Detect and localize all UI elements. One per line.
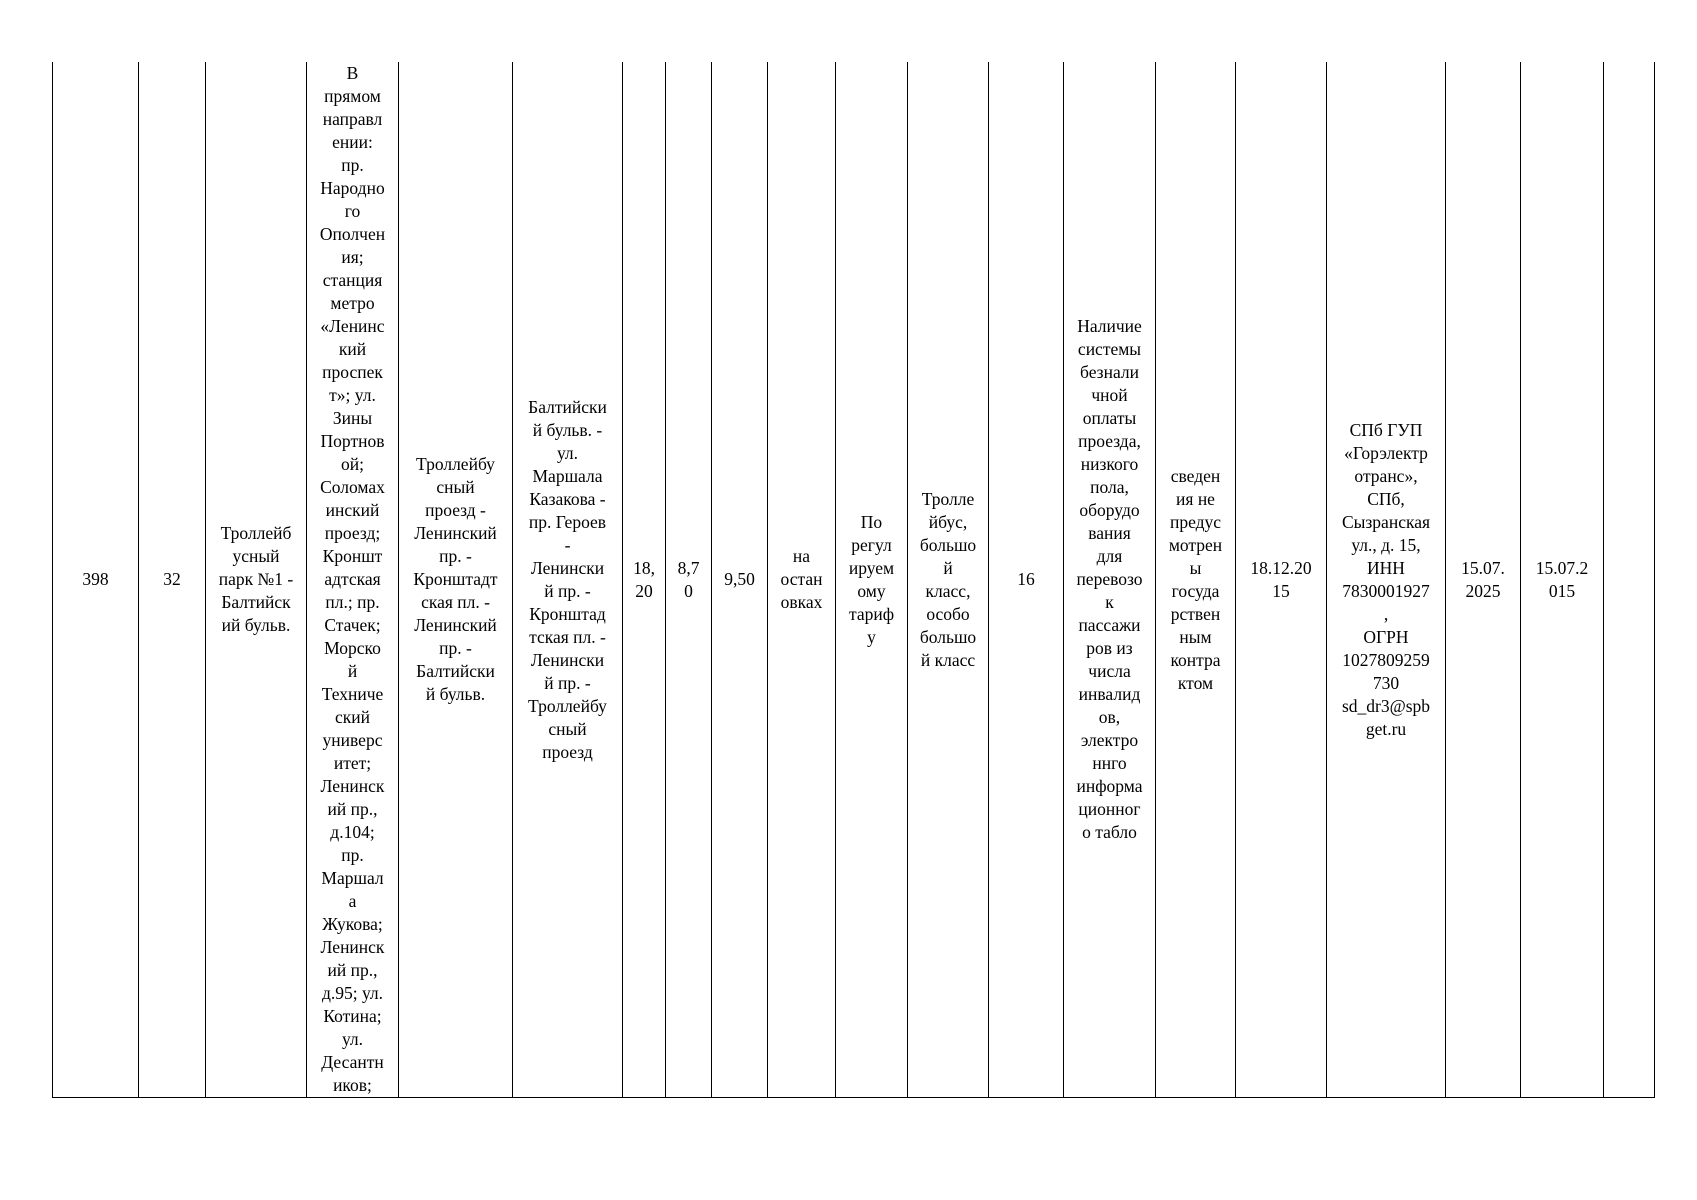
cell-date-changed: 15.07. 2025 bbox=[1446, 62, 1521, 1098]
cell-registry-number: 398 bbox=[53, 62, 139, 1098]
cell-start-date: 18.12.20 15 bbox=[1236, 62, 1327, 1098]
cell-length-forward: 18, 20 bbox=[623, 62, 666, 1098]
cell-streets-forward: Троллейбу сный проезд - Ленинский пр. - Кронштадт ская пл. - Ленинский пр. - Балтийски й бульв. bbox=[399, 62, 513, 1098]
cell-length-backward: 8,7 0 bbox=[666, 62, 712, 1098]
cell-vehicle-count: 16 bbox=[989, 62, 1064, 1098]
cell-extra bbox=[1604, 62, 1655, 1098]
cell-stop-order: на остан овках bbox=[768, 62, 836, 1098]
cell-route-number: 32 bbox=[139, 62, 206, 1098]
cell-date-original: 15.07.2 015 bbox=[1521, 62, 1604, 1098]
table-row bbox=[53, 62, 1655, 1098]
cell-stops-list: В прямом направл ении: пр. Народно го Ополчен ия; станция метро «Ленинс кий проспек т»; ул. Зины Портнов ой; Соломах инский проезд; Кроншт адтская пл.; пр. Стачек; Морско й Техниче ский универс итет; Ленинск ий пр., д.104; пр. Маршал а Жукова; Ленинск ий пр., д.95; ул. Котина; ул. Десантн иков; bbox=[307, 62, 399, 1098]
cell-vehicle-features: Наличие системы безнали чной оплаты проезда, низкого пола, оборудо вания для перевозо к пассажи ров из числа инвалид ов, электро ннго информа ционног о табло bbox=[1064, 62, 1156, 1098]
cell-length-total: 9,50 bbox=[712, 62, 768, 1098]
cell-streets-backward: Балтийски й бульв. - ул. Маршала Казакова - пр. Героев - Ленински й пр. - Кронштад тская пл. - Ленински й пр. - Троллейбу сный проезд bbox=[513, 62, 623, 1098]
cell-route-name: Троллейб усный парк №1 - Балтийск ий бульв. bbox=[206, 62, 307, 1098]
route-registry-table bbox=[52, 62, 1655, 1098]
cell-contract-info: сведен ия не предус мотрен ы госуда рствен ным контра ктом bbox=[1156, 62, 1236, 1098]
cell-vehicle-type: Тролле йбус, большо й класс, особо большо й класс bbox=[908, 62, 989, 1098]
cell-tariff: По регул ируем ому тариф у bbox=[836, 62, 908, 1098]
cell-carrier: СПб ГУП «Горэлектр отранс», СПб, Сызранская ул., д. 15, ИНН 7830001927 , ОГРН 1027809259 730 sd_dr3@spb get.ru bbox=[1327, 62, 1446, 1098]
